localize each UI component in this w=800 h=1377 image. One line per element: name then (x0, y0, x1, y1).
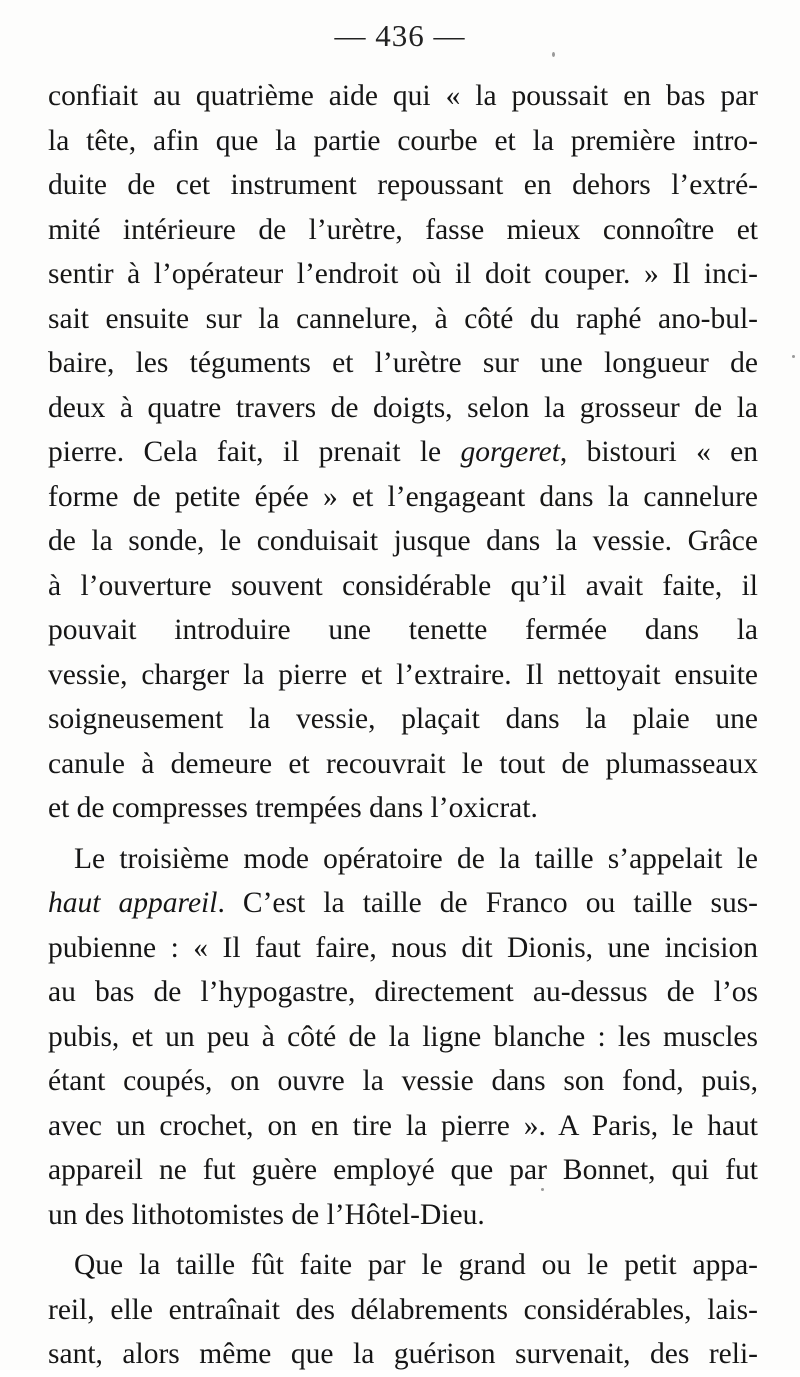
text-run: reil, elle entraînait des délabrements considérables, lais- (48, 1293, 758, 1326)
text-run: , bistouri « en (559, 436, 758, 468)
text-run: Que la taille fût faite par le grand ou le petit appa- (74, 1249, 758, 1281)
text-line (48, 926, 758, 971)
text-run: pierre. Cela fait, il prenait le (48, 436, 461, 468)
text-run: confiait au quatrième aide qui « la poussait en bas par (48, 80, 758, 112)
text-run: à l’ouverture souvent considérable qu’il avait faite, il (48, 569, 758, 602)
text-run: appareil ne fut guère employé que par Bonnet, qui fut (48, 1154, 758, 1186)
text-line (48, 119, 758, 164)
text-line (48, 1243, 758, 1288)
text-run: au bas de l’hypogastre, directement au-dessus de l’os (48, 976, 758, 1008)
text-run: et de compresses trempées dans l’oxicrat. (48, 792, 538, 824)
print-speck (552, 52, 555, 57)
text-line (48, 519, 758, 564)
text-line (48, 386, 758, 431)
text-run: canule à demeure et recouvrait le tout de plumasseaux (48, 747, 758, 780)
text-run: pouvait introduire une tenette fermée dans la (48, 614, 758, 646)
text-line (48, 970, 758, 1015)
text-run: pubienne : « Il faut faire, nous dit Dionis, une incision (48, 931, 758, 964)
text-run: étant coupés, on ouvre la vessie dans son fond, puis, (48, 1065, 758, 1097)
text-line (48, 1288, 758, 1333)
text-run: avec un crochet, on en tire la pierre ». A Paris, le haut (48, 1109, 758, 1142)
text-run: mité intérieure de l’urètre, fasse mieux connoître et (48, 213, 758, 246)
italic-term: haut appareil (48, 887, 218, 919)
text-run: sait ensuite sur la cannelure, à côté du raphé ano-bul- (48, 302, 758, 335)
text-line (48, 297, 758, 342)
text-run: un des lithotomistes de l’Hôtel-Dieu. (48, 1198, 485, 1231)
text-run: pubis, et un peu à côté de la ligne blanche : les muscles (48, 1020, 758, 1053)
text-run: la tête, afin que la partie courbe et la première intro- (48, 124, 758, 157)
italic-term: gorgeret (460, 436, 560, 468)
print-speck (541, 1188, 544, 1191)
text-line (48, 74, 758, 119)
text-line (48, 881, 758, 926)
text-line (48, 208, 758, 253)
text-line (48, 1059, 758, 1104)
text-run: sentir à l’opérateur l’endroit où il doit couper. » Il inci- (48, 258, 758, 290)
text-line (48, 608, 758, 653)
text-run: duite de cet instrument repoussant en dehors l’extré- (48, 169, 758, 201)
text-line (48, 1104, 758, 1149)
text-line (48, 1148, 758, 1193)
text-run: deux à quatre travers de doigts, selon la grosseur de la (48, 391, 758, 424)
text-run: forme de petite épée » et l’engageant dans la cannelure (48, 480, 758, 513)
text-run: de la sonde, le conduisait jusque dans la vessie. Grâce (48, 525, 758, 557)
text-line (48, 786, 758, 831)
text-line (48, 341, 758, 386)
text-run: vessie, charger la pierre et l’extraire. Il nettoyait ensuite (48, 658, 758, 691)
text-run: soigneusement la vessie, plaçait dans la plaie une (48, 703, 758, 735)
text-line (48, 475, 758, 520)
text-line (48, 564, 758, 609)
text-line (48, 430, 758, 475)
text-line (48, 742, 758, 787)
page-number: — 436 — (334, 18, 466, 53)
text-line (48, 1015, 758, 1060)
print-speck (792, 355, 795, 358)
text-line (48, 697, 758, 742)
text-run: Le troisième mode opératoire de la taille s’appelait le (74, 842, 758, 875)
text-run: sant, alors même que la guérison survenait, des reli- (48, 1338, 758, 1370)
text-line (48, 1193, 758, 1238)
text-line (48, 163, 758, 208)
text-line (48, 252, 758, 297)
text-line (48, 653, 758, 698)
text-line (48, 837, 758, 882)
text-run: baire, les téguments et l’urètre sur une longueur de (48, 347, 758, 379)
body-text (48, 74, 758, 1377)
text-run: . C’est la taille de Franco ou taille sus- (217, 887, 758, 919)
